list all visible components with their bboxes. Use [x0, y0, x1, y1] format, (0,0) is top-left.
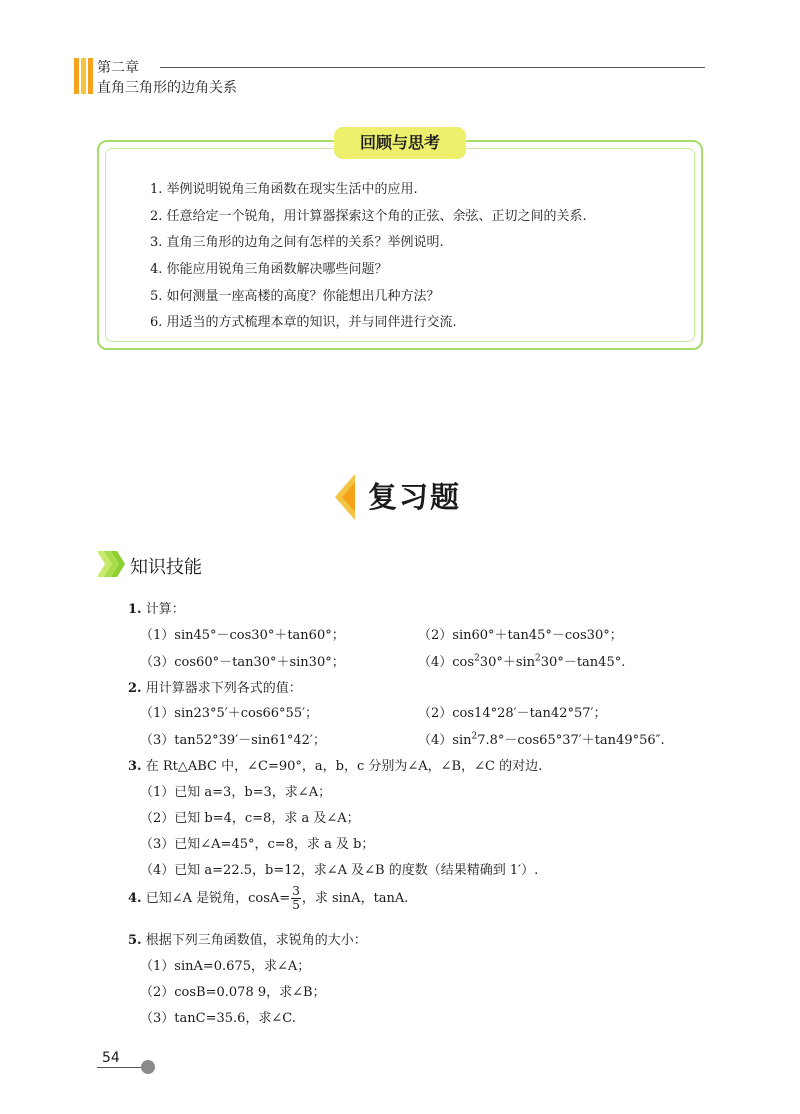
problem-2-part-1: （1）sin23°5′＋cos66°55′； — [140, 706, 319, 721]
fraction-numerator: 3 — [292, 884, 300, 898]
page-number: 54 — [102, 1050, 120, 1066]
problem-5-part-3: （3）tanC=35.6，求∠C. — [140, 1011, 296, 1026]
review-item-1: 1. 举例说明锐角三角函数在现实生活中的应用. — [150, 182, 418, 197]
problem-3-part-3: （3）已知∠A=45°，c=8，求 a 及 b； — [140, 837, 375, 852]
problem-1-stem: 计算： — [145, 602, 185, 617]
problem-4-fraction — [291, 885, 301, 912]
p1-4-sup2: 2 — [535, 653, 541, 664]
problem-4-number: 4. — [128, 891, 142, 906]
problem-4-pre: 已知∠A 是锐角，cosA= — [145, 891, 291, 906]
problem-1-part-2: （2）sin60°＋tan45°－cos30°； — [418, 628, 623, 643]
problem-3-stem: 在 Rt△ABC 中，∠C=90°，a，b，c 分别为∠A，∠B，∠C 的对边. — [145, 759, 543, 774]
review-item-4: 4. 你能应用锐角三角函数解决哪些问题？ — [150, 262, 388, 277]
chapter-title: 直角三角形的边角关系 — [97, 80, 237, 96]
problem-2-part-2: （2）cos14°28′－tan42°57′； — [418, 706, 607, 721]
problem-5-part-2: （2）cosB=0.078 9，求∠B； — [140, 985, 326, 1000]
problem-1-part-1: （1）sin45°－cos30°＋tan60°； — [140, 628, 345, 643]
section-arrow-icon — [335, 474, 357, 520]
p1-4-pre: （4）cos — [418, 655, 475, 670]
problem-5-number: 5. — [128, 933, 142, 948]
chapter-bar-2 — [81, 58, 86, 94]
problem-1 — [128, 598, 185, 617]
problem-2-part-3: （3）tan52°39′－sin61°42′； — [140, 733, 326, 748]
problem-3 — [128, 755, 542, 774]
review-item-6: 6. 用适当的方式梳理本章的知识，并与同伴进行交流. — [150, 315, 457, 330]
problem-2-stem: 用计算器求下列各式的值： — [145, 681, 302, 696]
problem-3-number: 3. — [128, 759, 142, 774]
p2-4-pre: （4）sin — [418, 733, 472, 748]
problem-2-part-4 — [418, 729, 665, 748]
review-item-2: 2. 任意给定一个锐角，用计算器探索这个角的正弦、余弦、正切之间的关系. — [150, 209, 587, 224]
problem-5-stem: 根据下列三角函数值，求锐角的大小： — [145, 933, 367, 948]
problem-5 — [128, 929, 367, 948]
p2-4-post: 7.8°－cos65°37′＋tan49°56″. — [477, 733, 665, 748]
chapter-bar-3 — [88, 58, 93, 94]
problem-2 — [128, 677, 302, 696]
problem-1-number: 1. — [128, 602, 142, 617]
problem-3-part-2: （2）已知 b=4，c=8，求 a 及∠A； — [140, 811, 360, 826]
review-title: 回顾与思考 — [334, 127, 466, 159]
review-item-3: 3. 直角三角形的边角之间有怎样的关系？举例说明. — [150, 235, 444, 250]
p2-4-sup: 2 — [471, 731, 478, 742]
chapter-number: 第二章 — [97, 60, 139, 76]
problem-1-part-3: （3）cos60°－tan30°＋sin30°； — [140, 655, 345, 670]
problem-4 — [128, 885, 408, 912]
header-rule — [160, 67, 705, 68]
chapter-bar-1 — [74, 58, 79, 94]
problem-3-part-4: （4）已知 a=22.5，b=12，求∠A 及∠B 的度数（结果精确到 1′）. — [140, 863, 539, 878]
chevron-icon — [97, 549, 127, 579]
problem-3-part-1: （1）已知 a=3，b=3，求∠A； — [140, 785, 332, 800]
p1-4-mid: 30°＋sin — [479, 655, 536, 670]
problem-1-part-4 — [418, 651, 625, 670]
problem-2-number: 2. — [128, 681, 142, 696]
problem-4-post: ，求 sinA，tanA. — [301, 891, 409, 906]
footer-rule — [97, 1067, 143, 1068]
problem-5-part-1: （1）sinA=0.675，求∠A； — [140, 959, 311, 974]
p1-4-post: 30°－tan45°. — [540, 655, 626, 670]
footer-dot — [141, 1060, 155, 1074]
section-title: 复习题 — [368, 480, 462, 514]
knowledge-title: 知识技能 — [130, 557, 202, 578]
fraction-denominator: 5 — [292, 898, 300, 912]
p1-4-sup1: 2 — [474, 653, 480, 664]
review-item-5: 5. 如何测量一座高楼的高度？你能想出几种方法？ — [150, 289, 440, 304]
